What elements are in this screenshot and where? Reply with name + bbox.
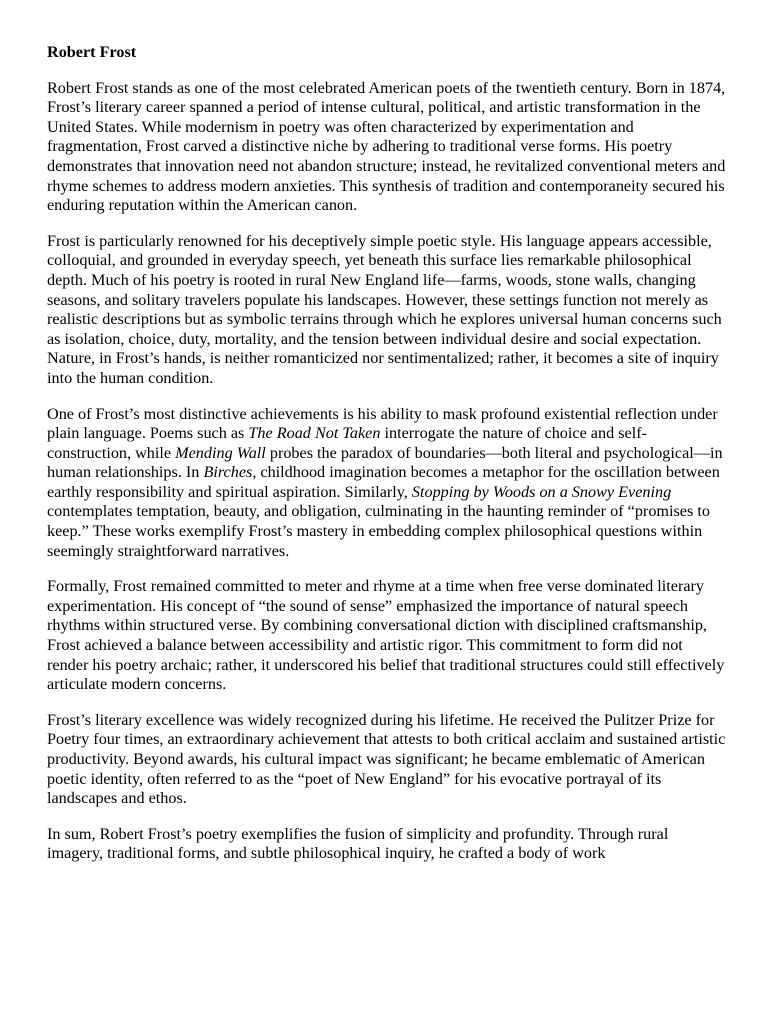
paragraph-text: probes the paradox of boundaries—both literal and psychological—in human relationships. In	[47, 443, 723, 482]
paragraph-text: Frost’s literary excellence was widely recognized during his lifetime. He received the Pulitzer Prize for Poetry four times, an extraordinary achievement that attests to both critical acclaim and sustained artistic productivity. Beyond awards, his cultural impact was significant; he became emblematic of American poetic identity, often referred to as the “poet of New England” for his evocative portrayal of its landscapes and ethos.	[47, 710, 726, 808]
poem-title-text: Birches	[203, 463, 253, 482]
paragraph-text: , childhood imagination becomes a metaphor for the oscillation between earthly responsibility and spiritual aspiration. Similarly,	[47, 463, 720, 501]
paragraph-text: One of Frost’s most distinctive achievements is his ability to mask profound existential reflection under plain language. Poems such as	[47, 404, 718, 443]
poem-title-text: Mending Wall	[175, 443, 266, 462]
document-page	[47, 43, 727, 864]
body-paragraph	[47, 825, 727, 864]
paragraph-text: Frost is particularly renowned for his deceptively simple poetic style. His language appears accessible, colloquial, and grounded in everyday speech, yet beneath this surface lies remarkable philosophical depth. Much of his poetry is rooted in rural New England life—farms, woods, stone walls, changing seasons, and solitary travelers populate his landscapes. However, these settings function not merely as realistic descriptions but as symbolic terrains through which he explores universal human concerns such as isolation, choice, duty, mortality, and the tension between individual desire and social expectation. Nature, in Frost’s hands, is neither romanticized nor sentimentalized; rather, it becomes a site of inquiry into the human condition.	[47, 231, 722, 387]
paragraph-text: contemplates temptation, beauty, and obligation, culminating in the haunting reminder of “promises to keep.” These works exemplify Frost’s mastery in embedding complex philosophical questions within seemingly straightforward narratives.	[47, 502, 710, 560]
poem-title-text: Stopping by Woods on a Snowy Evening	[411, 482, 672, 501]
paragraph-text: In sum, Robert Frost’s poetry exemplifies the fusion of simplicity and profundity. Through rural imagery, traditional forms, and subtle philosophical inquiry, he crafted a body of work	[47, 824, 669, 863]
paragraph-text: interrogate the nature of choice and self-construction, while	[47, 424, 647, 462]
document-title: Robert Frost	[47, 43, 137, 61]
body-paragraph	[47, 711, 727, 809]
poem-title-text: The Road Not Taken	[248, 424, 381, 443]
body-paragraph	[47, 79, 727, 216]
body-paragraph	[47, 577, 727, 695]
body-paragraph	[47, 405, 727, 562]
paragraph-text: Formally, Frost remained committed to meter and rhyme at a time when free verse dominated literary experimentation. His concept of “the sound of sense” emphasized the importance of natural speech rhythms within structured verse. By combining conversational diction with disciplined craftsmanship, Frost achieved a balance between accessibility and artistic rigor. This commitment to form did not render his poetry archaic; rather, it underscored his belief that traditional structures could still effectively articulate modern concerns.	[47, 577, 725, 694]
paragraph-text: Robert Frost stands as one of the most celebrated American poets of the twentieth century. Born in 1874, Frost’s literary career spanned a period of intense cultural, political, and artistic transformation in the United States. While modernism in poetry was often characterized by experimentation and fragmentation, Frost carved a distinctive niche by adhering to traditional verse forms. His poetry demonstrates that innovation need not abandon structure; instead, he revitalized conventional meters and rhyme schemes to address modern anxieties. This synthesis of tradition and contemporaneity secured his enduring reputation within the American canon.	[47, 78, 726, 215]
body-paragraph	[47, 232, 727, 389]
document-body	[47, 79, 727, 864]
